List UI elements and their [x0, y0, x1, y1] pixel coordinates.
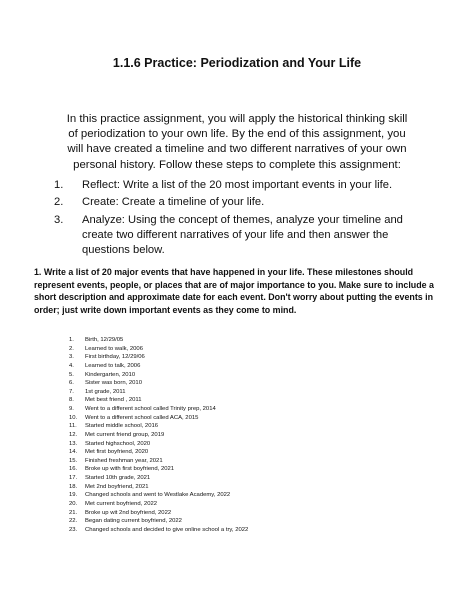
- event-text: Kindergarten, 2010: [85, 371, 136, 378]
- event-text: Broke up with first boyfriend, 2021: [85, 466, 175, 473]
- event-item: [69, 431, 389, 440]
- event-text: Began dating current boyfriend, 2022: [85, 518, 182, 525]
- event-text: Learned to walk, 2006: [85, 345, 143, 352]
- event-number: 6.: [69, 380, 74, 387]
- step-item: [52, 178, 432, 193]
- event-text: Sister was born, 2010: [85, 380, 142, 387]
- event-number: 8.: [69, 397, 74, 404]
- event-item: [69, 371, 389, 380]
- event-item: [69, 422, 389, 431]
- event-number: 9.: [69, 406, 74, 412]
- event-text: Started 10th grade, 2021: [85, 475, 151, 481]
- event-item: [69, 345, 389, 354]
- event-number: 16.: [69, 466, 78, 473]
- event-number: 12.: [69, 431, 78, 438]
- event-text: Went to a different school called Trinity prep, 2014: [85, 406, 216, 412]
- event-text: Went to a different school called ACA, 2015: [85, 414, 199, 421]
- event-item: [69, 388, 389, 397]
- event-item: [69, 379, 389, 388]
- event-text: Started middle school, 2016: [85, 423, 159, 430]
- event-item: [69, 526, 389, 535]
- page-title: 1.1.6 Practice: Periodization and Your Life: [112, 56, 362, 70]
- event-item: [69, 509, 389, 518]
- event-number: 10.: [69, 414, 78, 421]
- event-text: 1st grade, 2011: [85, 388, 126, 395]
- event-number: 4.: [69, 362, 74, 369]
- event-text: Changed schools and decided to give online school a try, 2022: [85, 526, 249, 533]
- event-number: 19.: [69, 492, 78, 499]
- event-number: 1.: [69, 337, 74, 343]
- question-prompt: 1. Write a list of 20 major events that have happened in your life. These milestones should represent events, people, or places that are of major importance to you. Make sure to include a short description and approximate date for each event. Don't worry about putting the events in order; just write down important events as they come to mind.: [34, 267, 434, 315]
- event-number: 5.: [69, 371, 74, 378]
- steps-list: [52, 178, 432, 260]
- step-text: Create: Create a timeline of your life.: [82, 196, 265, 209]
- event-number: 20.: [69, 500, 78, 507]
- event-item: [69, 474, 389, 483]
- event-item: [69, 405, 389, 414]
- events-list: [69, 336, 389, 534]
- step-item: [52, 213, 432, 259]
- event-number: 3.: [69, 354, 74, 361]
- event-item: [69, 465, 389, 474]
- event-text: Met 2nd boyfriend, 2021: [85, 483, 149, 490]
- event-number: 15.: [69, 457, 78, 464]
- event-item: [69, 483, 389, 492]
- event-text: Finished freshman year, 2021: [85, 457, 163, 464]
- event-item: [69, 440, 389, 449]
- event-item: [69, 396, 389, 405]
- event-text: First birthday, 12/29/06: [85, 354, 145, 361]
- event-text: Met current friend group, 2019: [85, 431, 165, 438]
- event-item: [69, 362, 389, 371]
- event-item: [69, 517, 389, 526]
- step-number: 1.: [54, 179, 64, 191]
- event-number: 11.: [69, 423, 77, 430]
- event-text: Met current boyfriend, 2022: [85, 500, 158, 507]
- event-item: [69, 491, 389, 500]
- event-text: Started highschool, 2020: [85, 440, 151, 447]
- event-number: 18.: [69, 483, 78, 490]
- event-text: Learned to talk, 2006: [85, 362, 141, 369]
- step-text: Analyze: Using the concept of themes, analyze your timeline and create two different narratives of your life and then answer the questions below.: [82, 213, 403, 257]
- event-text: Met best friend , 2011: [85, 397, 142, 404]
- event-text: Broke up wit 2nd boyfriend, 2022: [85, 509, 172, 516]
- intro-paragraph: In this practice assignment, you will apply the historical thinking skill of periodization to your own life. By the end of this assignment, you will have created a timeline and two different narratives of your own personal history. Follow these steps to complete this assignment:: [66, 113, 408, 171]
- event-item: [69, 457, 389, 466]
- event-item: [69, 353, 389, 362]
- event-number: 23.: [69, 526, 78, 533]
- event-item: [69, 336, 389, 345]
- event-item: [69, 448, 389, 457]
- step-number: 3.: [54, 213, 64, 226]
- event-text: Changed schools and went to Westlake Academy, 2022: [85, 492, 231, 499]
- event-number: 7.: [69, 388, 74, 395]
- step-text: Reflect: Write a list of the 20 most important events in your life.: [82, 179, 393, 191]
- event-item: [69, 500, 389, 509]
- event-number: 21.: [69, 509, 78, 516]
- event-number: 13.: [69, 440, 78, 447]
- event-number: 14.: [69, 449, 78, 456]
- step-number: 2.: [54, 196, 64, 209]
- event-text: Birth, 12/29/05: [85, 337, 124, 343]
- event-text: Met first boyfriend, 2020: [85, 449, 149, 456]
- event-item: [69, 414, 389, 423]
- step-item: [52, 195, 432, 210]
- event-number: 17.: [69, 475, 78, 481]
- event-number: 2.: [69, 345, 74, 352]
- event-number: 22.: [69, 518, 78, 525]
